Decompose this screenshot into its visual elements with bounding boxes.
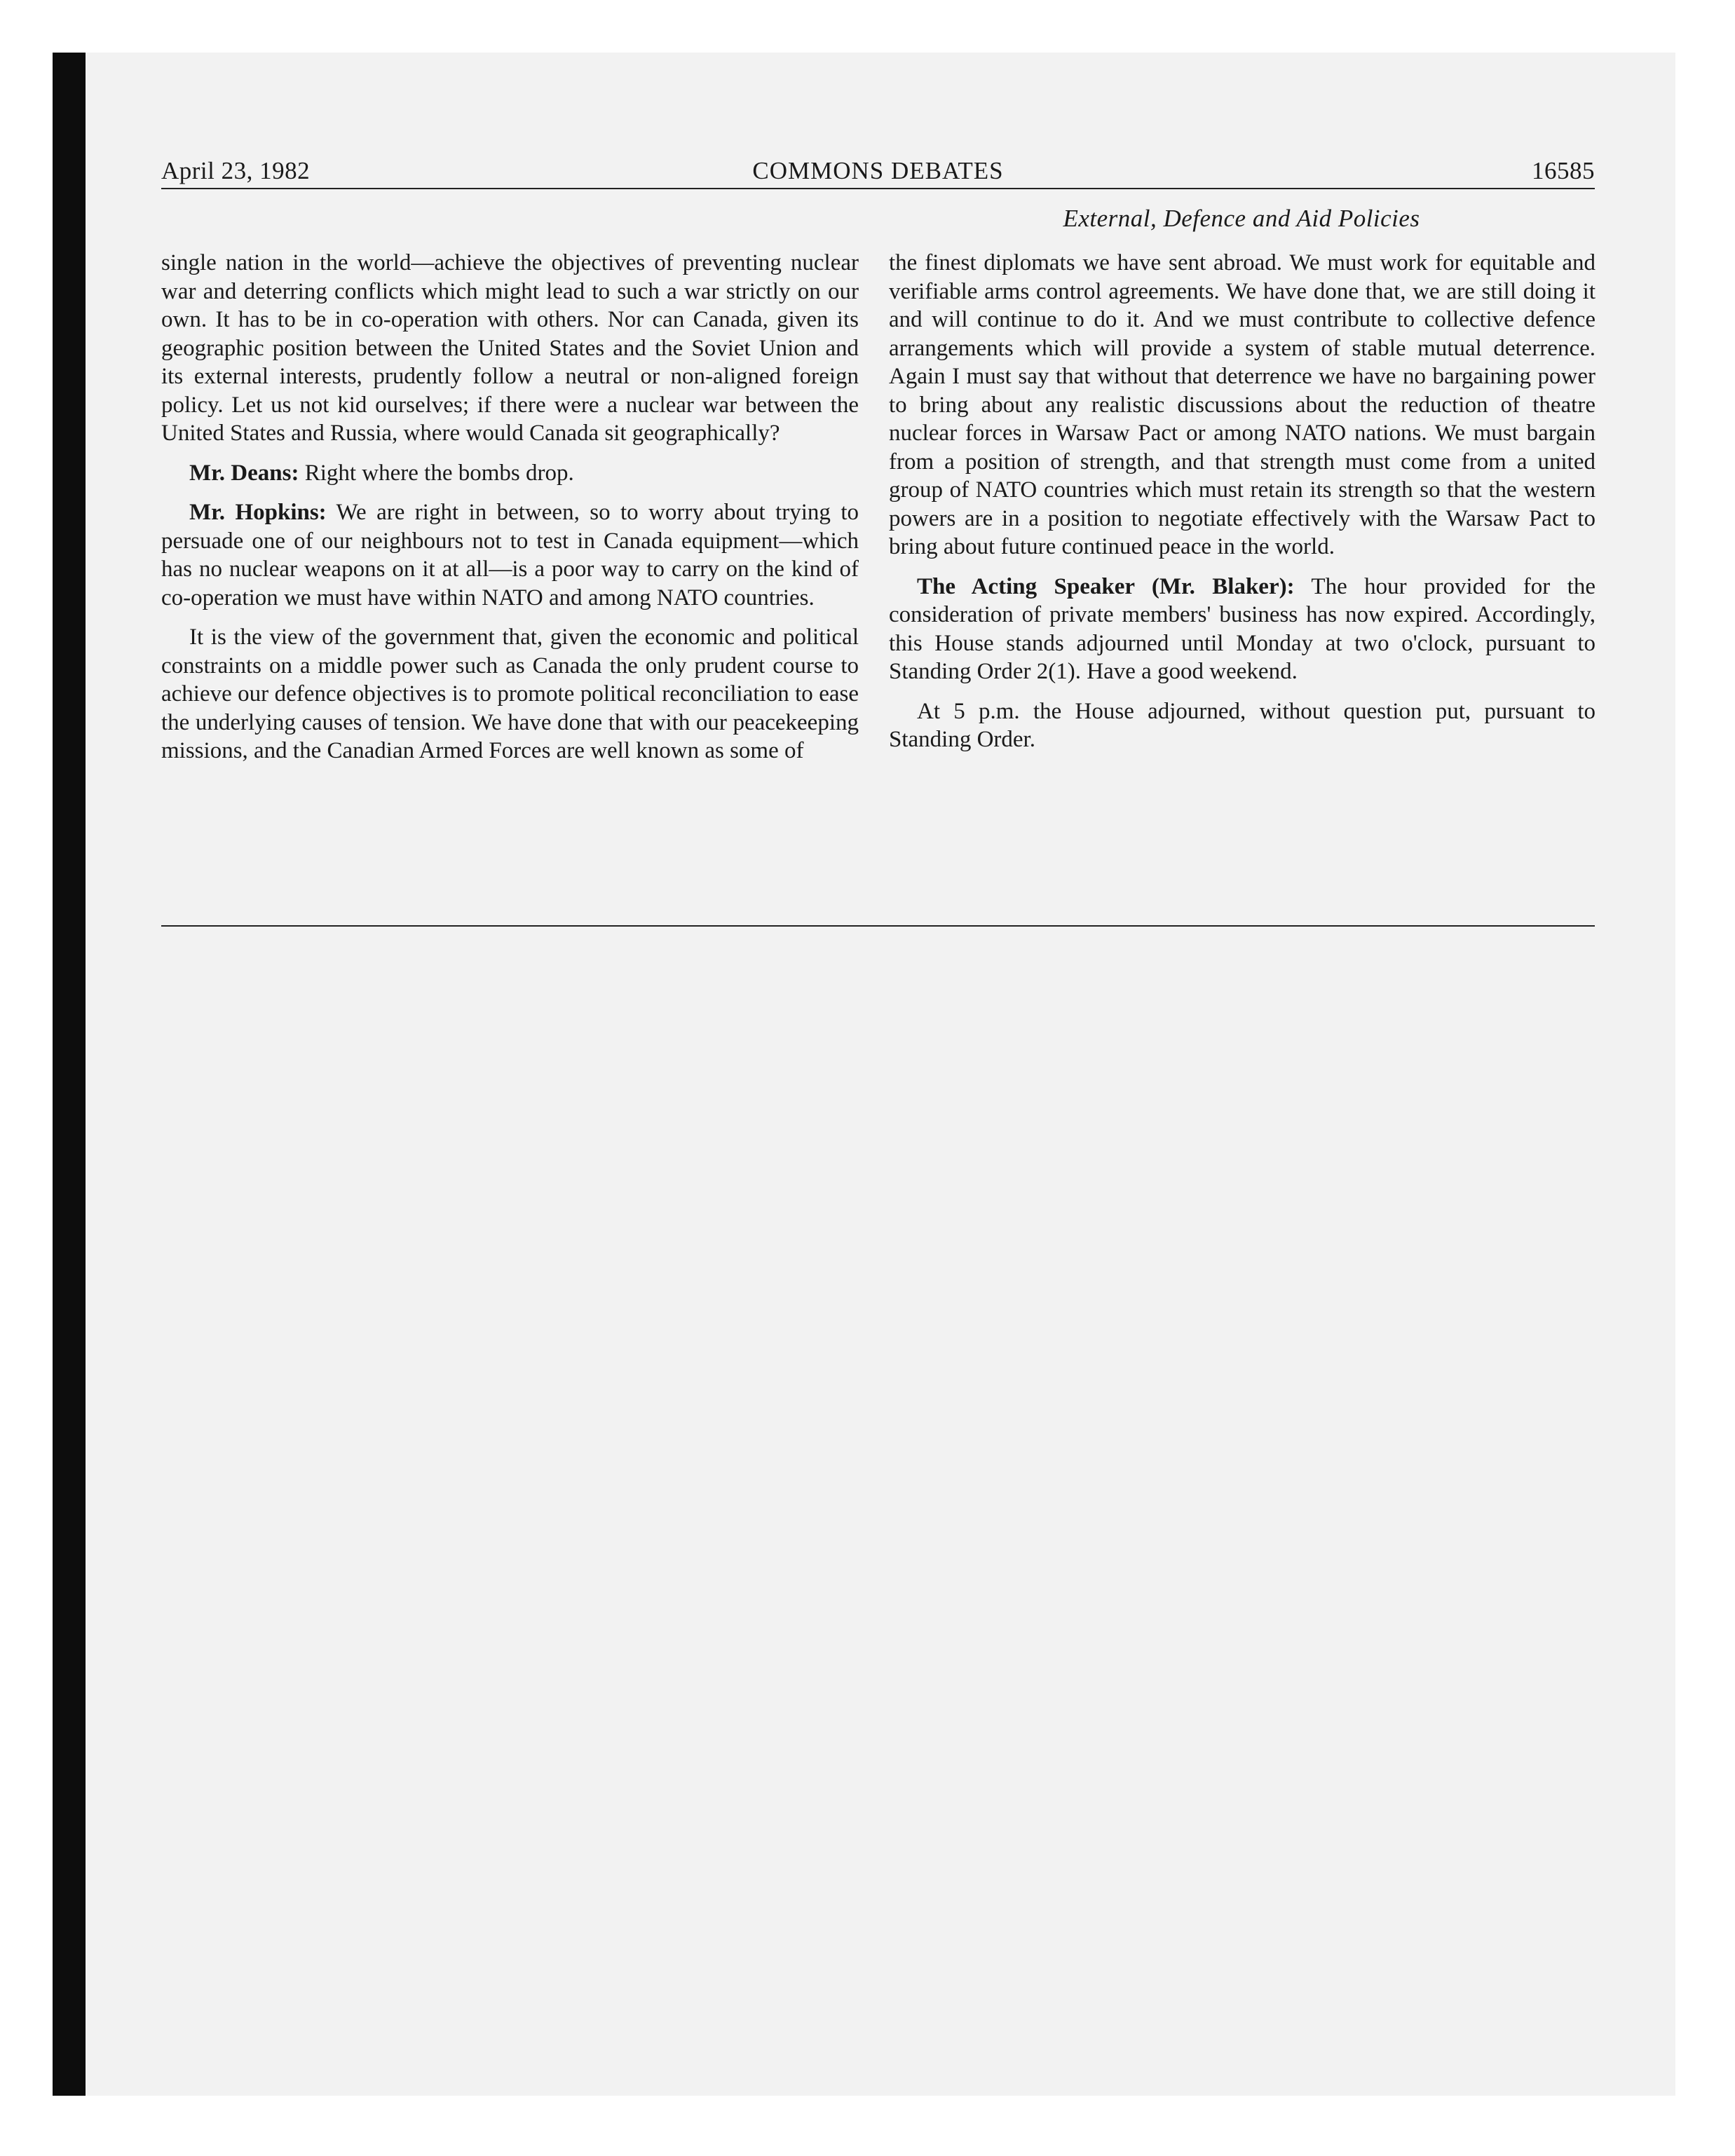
header-date: April 23, 1982 xyxy=(161,157,311,184)
footer-rule xyxy=(161,925,1595,927)
running-header xyxy=(161,153,1595,189)
header-rule xyxy=(161,188,1595,189)
speech-text: Right where the bombs drop. xyxy=(299,460,574,486)
speaker-name: Mr. Hopkins: xyxy=(189,500,327,525)
binding-edge-shadow xyxy=(53,53,86,2096)
left-column xyxy=(161,249,859,777)
paragraph xyxy=(889,573,1595,686)
header-page-number: 16585 xyxy=(1532,157,1595,184)
paragraph: the finest diplomats we have sent abroad. We must work for equitable and verifiable arms control agreements. We have done that, we are still doing it and will continue to do it. And we must contribute to collective defence arrangements which will provide a system of stable mutual deterrence. Again I must say that without that deterrence we have no bargaining power to bring about any realistic discussions about the reduction of theatre nuclear forces in Warsaw Pact or among NATO nations. We must bargain from a position of strength, and that strength must come from a united group of NATO countries which must retain its strength so that the western powers are in a position to negotiate effectively with the Warsaw Pact to bring about future continued peace in the world. xyxy=(889,250,1595,559)
paragraph: At 5 p.m. the House adjourned, without question put, pursuant to Standing Order. xyxy=(889,698,1595,752)
paragraph: It is the view of the government that, given the economic and political constraints on a middle power such as Canada the only prudent course to achieve our defence objectives is to promote political reconciliation to ease the underlying causes of tension. We have done that with our peacekeeping missions, and the Canadian Armed Forces are well known as some of xyxy=(161,625,859,763)
section-title: External, Defence and Aid Policies xyxy=(1063,205,1420,232)
paragraph xyxy=(161,498,859,612)
paragraph xyxy=(161,459,859,488)
right-column xyxy=(889,249,1595,765)
speech-text: The hour provided for the consideration of private members' business has now expired. Accordingly, this House stands adjourned until Monday at two o'clock, pursuant to Standing Order 2(1). Have a good weekend. xyxy=(889,573,1595,684)
speaker-name: Mr. Deans: xyxy=(189,460,299,486)
speaker-name: The Acting Speaker (Mr. Blaker): xyxy=(917,573,1295,599)
header-publication: COMMONS DEBATES xyxy=(752,157,1004,184)
speech-text: We are right in between, so to worry about trying to persuade one of our neighbours not to test in Canada equipment—which has no nuclear weapons on it at all—is a poor way to carry on the kind of co-operation we must have within NATO and among NATO countries. xyxy=(161,500,859,610)
paragraph: single nation in the world—achieve the objectives of preventing nuclear war and deterring conflicts which might lead to such a war strictly on our own. It has to be in co-operation with others. Nor can Canada, given its geographic position between the United States and the Soviet Union and its external interests, prudently follow a neutral or non-aligned foreign policy. Let us not kid ourselves; if there were a nuclear war between the United States and Russia, where would Canada sit geographically? xyxy=(161,250,859,446)
